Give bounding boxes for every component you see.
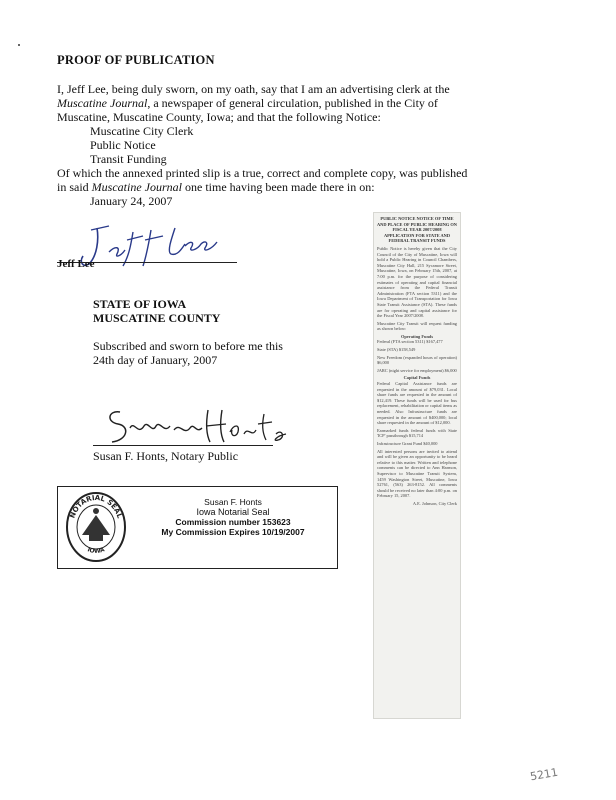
- jurat-line-2: 24th day of January, 2007: [93, 353, 218, 367]
- clipping-paragraph: Federal (FTA section 5311) $167,477: [377, 339, 443, 345]
- jeff-lee-signature: [75, 222, 245, 272]
- jurat: [93, 339, 283, 367]
- publication-date: January 24, 2007: [90, 194, 173, 208]
- seal-details: [138, 497, 328, 537]
- seal-bottom-words: IOWA: [86, 546, 106, 556]
- state-name: STATE OF IOWA: [93, 297, 187, 311]
- notice-item: Muscatine City Clerk: [90, 124, 194, 138]
- clipping-paragraph: Public Notice is hereby given that the City Council of the City of Muscatine, Iowa will hold a Public Hearing in Council Chambers, Muscatine City Hall, 215 Sycamore Street, Muscatine, Iowa, on February 15th, 2007, at 7:00 p.m. for the purpose of considering estimates of operating and capital financial assistance from the Federal Transit Administration (FTA section 5311) and the Iowa Department of Transportation for Iowa State Transit Assistance (STA). These funds are for operating and capital assistance for the Fiscal Year 2007/2008.: [377, 245, 457, 319]
- clipping-paragraph: JARC (night service for employment) $6,000: [377, 367, 457, 373]
- clipping-paragraph: New Freedom (expanded hours of operation) $6,000: [377, 354, 457, 366]
- clipping-subheading: Capital Funds: [403, 375, 431, 381]
- scan-speck: [18, 44, 20, 46]
- seal-notary-name: Susan F. Honts: [204, 497, 262, 507]
- affidavit-statement: [57, 82, 497, 208]
- notary-name: Susan F. Honts, Notary Public: [93, 449, 239, 463]
- statement-line-2: Muscatine Journal, a newspaper of general circulation, published in the City of: [57, 96, 438, 110]
- page-title: PROOF OF PUBLICATION: [57, 53, 215, 67]
- handwritten-note: 5211: [529, 765, 559, 784]
- notice-item: Public Notice: [90, 138, 156, 152]
- clipping-subheading: Operating Funds: [400, 333, 434, 339]
- newspaper-name: Muscatine Journal: [91, 180, 182, 194]
- seal-expiration: My Commission Expires 10/19/2007: [161, 527, 305, 537]
- county-name: MUSCATINE COUNTY: [93, 311, 221, 325]
- statement-line-4: Of which the annexed printed slip is a true, correct and complete copy, was published: [57, 166, 468, 180]
- clipping-paragraph: Federal Capital Assistance funds are requested in the amount of $79,031. Local share funds are requested in the amount of $12,419. These funds will be used for bus replacement, rehabilitation or capital items as needed. Also Infrastructure funds are requested in the amount of $400,000; local share requested in the amount of $12,000.: [377, 381, 457, 426]
- notarial-seal-icon: [65, 491, 127, 563]
- newspaper-clipping: [373, 212, 461, 719]
- venue-block: [93, 297, 220, 325]
- jurat-line-1: Subscribed and sworn to before me this: [93, 339, 283, 353]
- notarial-seal-box: [57, 486, 338, 569]
- statement-line-5: in said Muscatine Journal one time having been made there in on:: [57, 180, 375, 194]
- seal-top-words: NOTARIAL SEAL: [68, 493, 124, 520]
- statement-line-1: I, Jeff Lee, being duly sworn, on my oath, say that I am an advertising clerk at the: [57, 82, 450, 96]
- clipping-signoff: A.E. Johnson, City Clerk: [412, 500, 457, 506]
- newspaper-name: Muscatine Journal: [57, 96, 148, 110]
- clipping-paragraph: All interested persons are invited to attend and will be given an opportunity to be heard relative to this matter. Written and telephone comments can be directed to Ann Harmon, Supervisor to Muscatine Transit System, 1459 Washington Street, Muscatine, Iowa 52761, (563) 263-8152. All comments should be received no later than 4:00 p.m. on February 15, 2007.: [377, 448, 457, 499]
- clipping-paragraph: Muscatine City Transit will request funding as shown below:: [377, 320, 457, 332]
- clipping-heading: PUBLIC NOTICE NOTICE OF TIME AND PLACE OF PUBLIC HEARING ON FISCAL YEAR 2007/2008 APPLICATION FOR STATE AND FEDERAL TRANSIT FUNDS: [377, 216, 457, 244]
- clipping-paragraph: State (STA) $158,549: [377, 347, 416, 353]
- signer-name: Jeff Lee: [57, 258, 95, 270]
- seal-title: Iowa Notarial Seal: [196, 507, 270, 517]
- seal-commission: Commission number 153623: [175, 517, 291, 527]
- clipping-paragraph: Earmarked funds federal funds with State 'ICP' passthrough $15,714: [377, 427, 457, 439]
- svg-text:IOWA: [86, 546, 106, 555]
- notice-item: Transit Funding: [90, 152, 167, 166]
- notary-signature: [100, 400, 300, 450]
- clipping-paragraph: Infrastructure Grant Fund $40,000: [377, 440, 438, 446]
- statement-line-3: Muscatine, Muscatine County, Iowa; and that the following Notice:: [57, 110, 381, 124]
- notary-signature-line: [93, 445, 273, 446]
